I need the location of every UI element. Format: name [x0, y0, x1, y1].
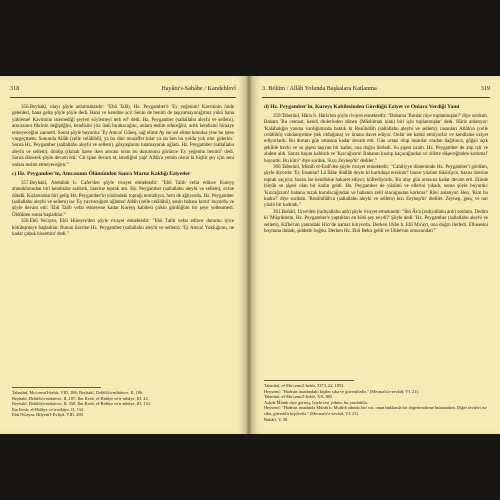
footnote: Ebû Nu'aym, Hilyetü'l-Evliyâ, VIII, 308. [12, 412, 84, 418]
paragraph: 356.Beyhakî, olayı şöyle anlatmaktadır: "Ebû Talib, Hz. Peygamber'e 'Ey yeğenim! Kavminin önde gelenleri, bana gelip şöyle şöyle dedi. Bana ve kendine acı! Senin de benim de taşıyamayacağımız yükü bana yükleme! Kavminin istemediği şeyleri söylemeyi terk et!' dedi. Hz. Peygamber (sallallahu aleyhi ve sellem), amcasının fikrinin değiştiğini, kendisini yüz üstü bırakacağını, onlara teslim edeceğini, artık kendisini himaye etmeyeceğini zannetti. Sonra şöyle buyurdu: 'Ey Amca! Güneş, sağ elime Ay ise sol elime konulsa yine bu işten vazgeçmem. Sonunda Allâh (celle celâlühû), ya bu dini muzaffer kılar ya da ben bu yolda yok olur giderim.' Sonra Hz. Peygamber (sallallahu aleyhi ve sellem), gözyaşlarını tutamayarak ağladı. Hz. Peygamber (sallallahu aleyhi ve sellem), dönüp çıkmak üzere iken amcası onun bu durumunu görünce 'Ey yeğenim benim!' dedi. Sonra dönerek şöyle devam etti: 'Git işine devam et, istediğini yap! Allâh'a yemin olsun ki hiçbir şey için seni onlara teslim etmeyeceğim.'" [12, 104, 234, 168]
paragraph: 359.Taberânî, Hâris b. Hâris'ten şöyle rivayet etmektedir: "Babama 'Bunlar niye toplanmışlar?' diye sordum. Babam 'Bu cemaat, kendi dinlerinden dönen (Müslüman olan) biri için toplanmışlar' dedi. Hâris anlatıyor: 'Kalabalığın yanına vardığımızda baktık ki Resûlullâh (sallallahu aleyhi ve sellem), insanları Allâh'ın (celle celâlühû) vahdaniyetine (tek olduğuna) ve imana davet ediyor. Onlar ise kabul etmiyorlar ve kendisine eziyet ediyorlardı. Bu durum gün ortasına kadar devam etti. Gün ortası olup insanlar oradan dağılınca, göğsü açık şekilde bavlu ve su şişesi taşıyan bir kadın, ona doğru ilerledi. Su şişesi uzattı. Hz. Peygamber de alıp içti ve abdest aldı. Sonra başını kaldırdı ve 'Kızcağızım! Babanın kısılıp kaçacağından ve zillete düşeceğinden korkma!' buyurdu. Bu kim?' diye sorduk. 'Kızı Zeynep'tir' dediler." [264, 112, 488, 164]
left-page-body [12, 104, 234, 238]
paragraph: 357.Beyhakî, Abdullah b. Cafer'den şöyle rivayet etmektedir: "Ebû Talib vefat edince Kureyş ahmaklarından biri kendisine saldırdı, üzerine toprak attı. Hz. Peygamber (sallallahu aleyhi ve sellem), evine döndü. Kızlarından biri gelip Hz. Peygamber'in yüzündeki toprağı temizliyor, hem de ağlıyordu. Hz. Peygamber (sallallahu aleyhi ve sellem) ise 'Ey yavrucuğum ağlama! Allâh (celle celâlühû), senin babanı korur' buyurdu ve şöyle devam etti: 'Ebû Talib vefat etmeyene kadar Kureyş kabilesi çirkin gördüğüm bir şeye yeltenmedi. Öldükten sonra başladılar.'" [12, 179, 234, 218]
running-header: 3. Bölüm / Allâh Yolunda Başkalara Katlanma [262, 85, 377, 92]
paragraph: 358.Ebû Nu'aym, Ebû Hüreyre'den şöyle rivayet etmektedir: "Ebû Talib vefat edince durumu iyice kötüleşmeye başladılar. Bunun üzerine Hz. Peygamber (sallallahu aleyhi ve sellem): 'Ey Amca! Yokluğunu, ne kadar çabuk hissettim' dedi." [12, 218, 234, 238]
footnote: Aslıda Münib diye görmiş, böyle tesi yoktur, bu yazılabilir. [264, 399, 369, 405]
footnote: Heysemî: "Hadisin isnadında Münib b. Mudrik adında biri var, onun hakkında bir değerlendirme bulamadım. Diğer rävileri ise sika, güvenilir kişilerdir." (Mecma'u'z-zevâid, VI, 21). [264, 405, 487, 416]
section-heading: c) Hz. Peygamber'in, Amcasının Ölümünden Sonra Maruz Kaldığı Eziyetler [12, 171, 191, 178]
footnote-rule [264, 380, 354, 381]
footnote-rule [12, 387, 101, 388]
footnote: Tabarânî, Mu'cemu'l-kebîr, VIII, 186; Beyhakî, Delâilü'n-nübüvve, II, 186. [12, 390, 144, 395]
paragraph: 361.Buhârî, Urve'den (radıyallahu anh) şöyle rivayet etmektedir: "İbn Âs'a (radıyallahu anh) sordum. Dedim ki 'Müşriklerin, Hz. Peygamber'e yaptıkları en kötü şey neydi?' Şöyle dedi: 'Hz. Peygamber (sallallahu aleyhi ve sellem), Kâ'be'nin yanındaki Hicr'de namaz kılıyordu. Derken Ukbe b. Ebî Mu'ayt, ona doğru ilerledi. Elbisesini boynuna doladı, şiddetle boğdu. Derken Hz. Ebû Bekir geldi ve Ukbe'nin omuzundan'" [264, 208, 488, 235]
footnote: Beyhakî, Delâilü'n-nübüvve, II, 350; İbn Kesîr, el-Bidâye ve'n-nihâye, III, 134. [12, 401, 151, 407]
right-page-header [262, 85, 490, 95]
right-page [252, 76, 500, 434]
footnote: Taberânî, el-Mu'cemu'l-kebîr, XX, 805. [264, 394, 334, 400]
footnote: İbn Kesîr, el-Bidâye ve'n-nihâye, II, 134. [12, 406, 84, 412]
footnotes [12, 387, 234, 418]
footnote: Buhârî, V, 58. [264, 416, 289, 422]
footnote: Beyhakî, Delâilü'n-nübüvve, II, 187; İbn Kesîr, el-Bidâye ve'n-nihâye, III, 42. [12, 395, 149, 401]
footnotes [264, 380, 488, 422]
page-number: 319 [480, 85, 490, 92]
running-header: Hayâtu's-Sahâbe / Kandehlevî [161, 85, 236, 92]
left-page-header [10, 85, 236, 95]
footnote: Taberânî, el-Mu'cemu'l-kebîr, 3373, 22, 1052. [264, 383, 345, 388]
section-heading: d) Hz. Peygamber'in, Kureyş Kabilesinden Gördüğü Eziyet ve Onlara Verdiği Yanıt [264, 104, 460, 110]
header-rule [10, 97, 236, 98]
paragraph: 360.Taberânî, Münîb el-Ezdî'den şöyle rivayet etmektedir: "Cahiliyye döneminde Hz. Peygamber'i gördüm, şöyle diyordu: 'Ey İnsanlar! Lâ İlâhe illallâh deyin ki kurtuluşa eresiniz!' bazısı yüzüne tükürüyor, bazısı üzerine toprak saçıyor, bazısı ise kendisine hakaret ediyor, küfrediyordu. Bu olay gün ortasına kadar devam etti. Elinde büyük su şişesi olan bir kadın geldi. Hz. Peygamber de yüzünü ve ellerini yıkadı, sonra şöyle buyurdu: 'Kızcağızım! babana tuzak kurulacağından ve babanın zelil olacağından korkma!' Râvi anlatıyor: Ben, 'Kim bu kadın?' diye sordum. 'Resûlullâh'ın (sallallahu aleyhi ve sellem) kızı Zeynep'tir' dediler. Zeynep, genç ve nur yüzlü bir kadındı." [264, 164, 488, 209]
page-number: 318 [10, 85, 20, 92]
footnote: Heysemî: "Hadisin isnadındaki kişiler sika ve güvenilirdir." (Mecma'u'z-zevâid, VI, 21). [264, 388, 419, 394]
left-page [0, 76, 246, 434]
header-rule [262, 97, 490, 98]
right-page-body [264, 104, 488, 235]
